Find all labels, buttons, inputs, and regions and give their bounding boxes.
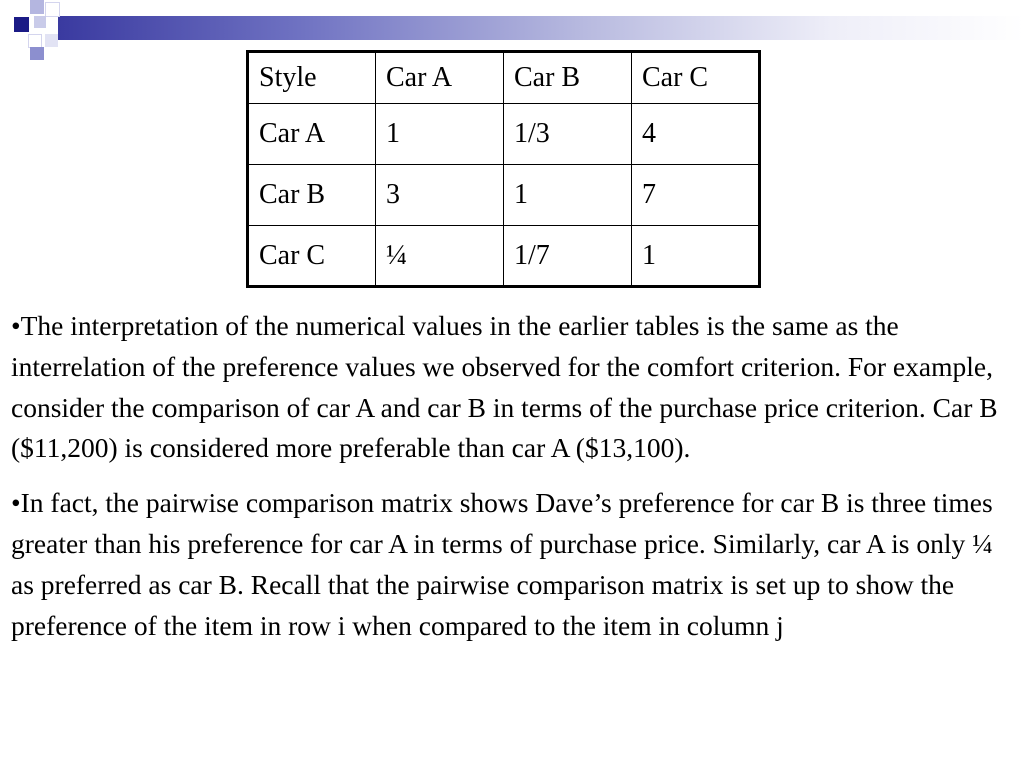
table-cell: ¼ bbox=[376, 226, 504, 287]
table-row-label: Car C bbox=[248, 226, 376, 287]
table-row bbox=[248, 226, 760, 287]
table-cell: 1/3 bbox=[504, 104, 632, 165]
bullet-paragraph-interpretation: •The interpretation of the numerical values in the earlier tables is the same as the interrelation of the preference values we observed for the comfort criterion. For example, consider the comparison of car A and car B in terms of the purchase price criterion. Car B ($11,200) is considered more preferable than car A ($13,100). bbox=[11, 310, 998, 464]
table-row-label: Car B bbox=[248, 165, 376, 226]
table-header-cell: Car C bbox=[632, 52, 760, 104]
slide-body-text bbox=[11, 306, 1011, 660]
decorative-square bbox=[14, 17, 29, 32]
table-header-cell: Car A bbox=[376, 52, 504, 104]
decorative-square bbox=[28, 34, 42, 48]
table-cell: 7 bbox=[632, 165, 760, 226]
decorative-square bbox=[34, 16, 46, 28]
table-row-label: Car A bbox=[248, 104, 376, 165]
table-cell: 1 bbox=[376, 104, 504, 165]
decorative-square bbox=[45, 2, 60, 17]
table-cell: 1 bbox=[632, 226, 760, 287]
table-header-cell: Style bbox=[248, 52, 376, 104]
bullet-paragraph-pairwise: •In fact, the pairwise comparison matrix shows Dave’s preference for car B is three times greater than his preference for car A in terms of purchase price. Similarly, car A is only ¼ as preferred as car B. Recall that the pairwise comparison matrix is set up to show the preference of the item in row i when compared to the item in column j bbox=[11, 487, 993, 641]
table-cell: 3 bbox=[376, 165, 504, 226]
table-row bbox=[248, 104, 760, 165]
table-row bbox=[248, 165, 760, 226]
table-header-row bbox=[248, 52, 760, 104]
table-cell: 1/7 bbox=[504, 226, 632, 287]
decorative-square bbox=[30, 0, 44, 14]
decorative-square bbox=[45, 34, 58, 47]
decorative-square bbox=[30, 47, 44, 60]
pairwise-comparison-table bbox=[246, 50, 761, 288]
table-cell: 4 bbox=[632, 104, 760, 165]
table-cell: 1 bbox=[504, 165, 632, 226]
header-gradient-bar bbox=[58, 16, 1024, 40]
table-header-cell: Car B bbox=[504, 52, 632, 104]
